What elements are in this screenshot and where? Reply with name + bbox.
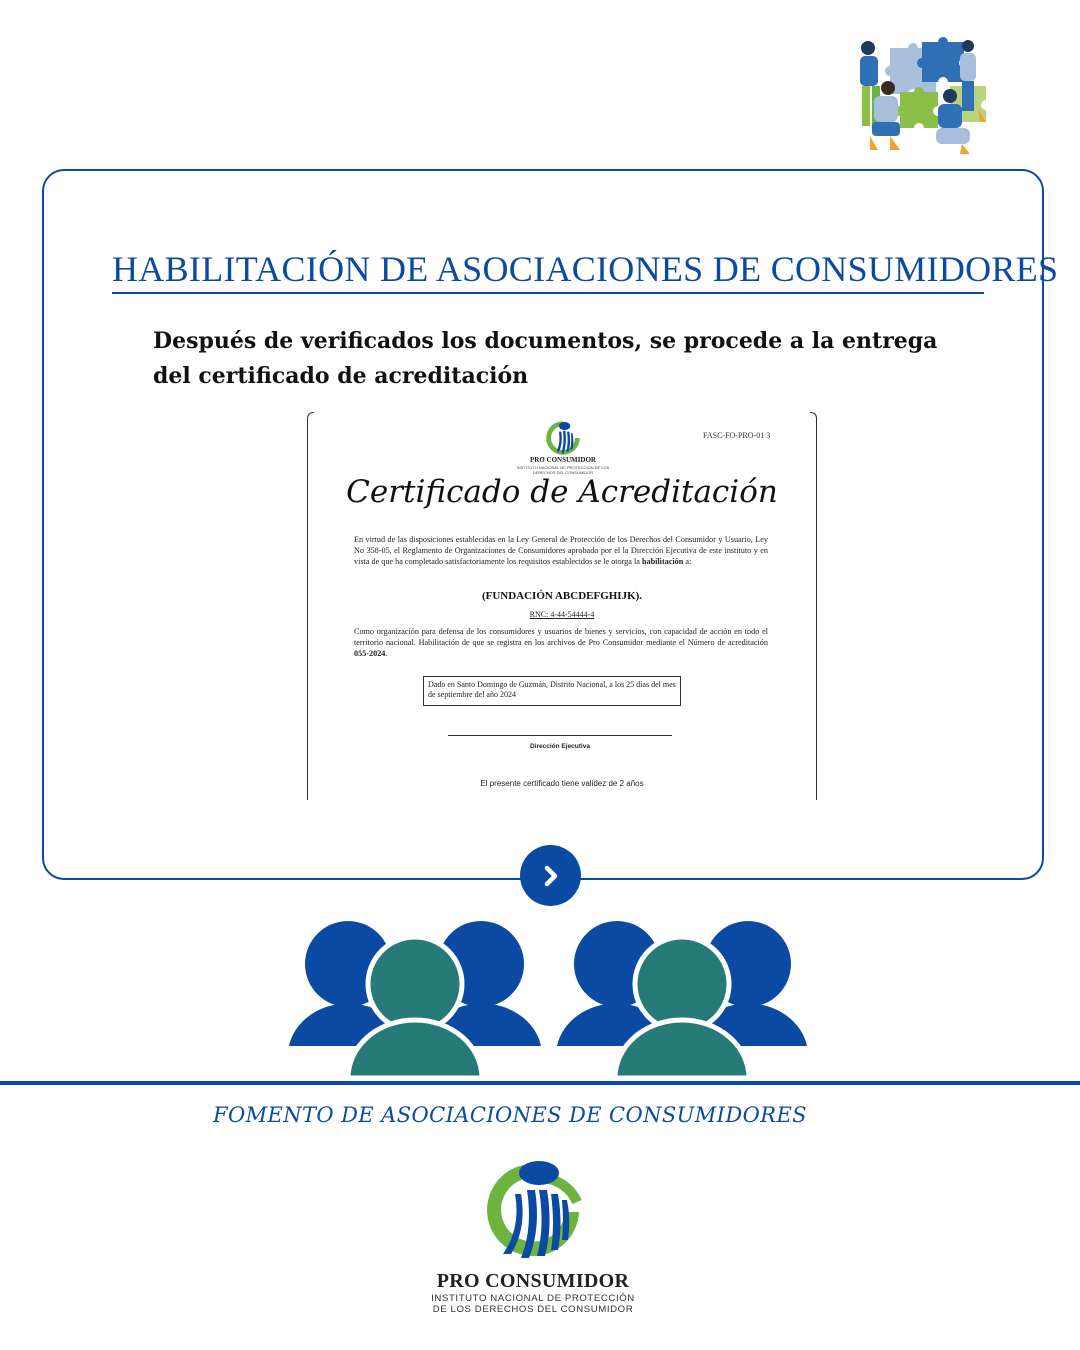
certificate-edge-left <box>307 412 314 800</box>
page-title: HABILITACIÓN DE ASOCIACIONES DE CONSUMIDORES <box>112 248 984 294</box>
footer-divider <box>0 1081 1080 1085</box>
pro-consumidor-logo-small <box>543 418 583 458</box>
signature-label: Dirección Ejecutiva <box>530 743 590 750</box>
next-button[interactable] <box>520 845 581 906</box>
user-groups-icon <box>285 918 815 1080</box>
certificate-brand-sub: INSTITUTO NACIONAL DE PROTECCIÓN DE LOS DERECHOS DEL CONSUMIDOR <box>516 465 610 475</box>
signature-line <box>448 735 672 736</box>
card-description: Después de verificados los documentos, se procede a la entrega del certificado de acreditación <box>153 328 938 389</box>
certificate-paragraph-2: Como organización para defensa de los consumidores y usuarios de bienes y servicios, con capacidad de acción en todo el territorio nacional. Habilitación de que se registra en los archivos de Pro Consumidor mediante el Número de acreditación 055-2024. <box>354 627 768 658</box>
certificate-code: FASC-FO-PRO-01 3 <box>703 431 771 440</box>
brand-subtitle-line-2: DE LOS DERECHOS DEL CONSUMIDOR <box>432 1304 634 1315</box>
brand-subtitle <box>380 1293 686 1315</box>
certificate-preview <box>307 412 817 800</box>
certificate-edge-right <box>810 412 817 800</box>
chevron-right-icon <box>538 863 564 889</box>
certificate-heading: Certificado de Acreditación <box>346 474 778 510</box>
puzzle-team-icon <box>850 36 995 156</box>
pro-consumidor-logo <box>481 1158 585 1264</box>
certificate-rnc: RNC: 4-44-54444-4 <box>529 610 595 619</box>
certificate-paragraph-1: En virtud de las disposiciones establecidas en la Ley General de Protección de los Derechos del Consumidor y Usuario, Ley No 358-05, el Reglamento de Organizaciones de Consumidores aprobado por el la Dirección Ejecutiva de este instituto y en vista de que ha completado satisfactoriamente los requisitos establecidos se le otorga la habilitación a: <box>354 535 768 566</box>
footer-title: FOMENTO DE ASOCIACIONES DE CONSUMIDORES <box>213 1103 807 1127</box>
certificate-brand: PRO CONSUMIDOR <box>530 456 596 464</box>
certificate-organization: (FUNDACIÓN ABCDEFGHIJK). <box>481 590 643 602</box>
brand-name: PRO CONSUMIDOR <box>436 1270 630 1292</box>
user-group-icon-right <box>557 921 807 1078</box>
brand-subtitle-line-1: INSTITUTO NACIONAL DE PROTECCIÓN <box>431 1293 635 1304</box>
certificate-validity: El presente certificado tiene validez de 2 años <box>480 779 644 788</box>
certificate-location-date: Dado en Santo Domingo de Guzmán, Distrito Nacional, a los 25 días del mes de septiembre del año 2024 <box>423 676 681 706</box>
user-group-icon-left <box>289 921 541 1078</box>
